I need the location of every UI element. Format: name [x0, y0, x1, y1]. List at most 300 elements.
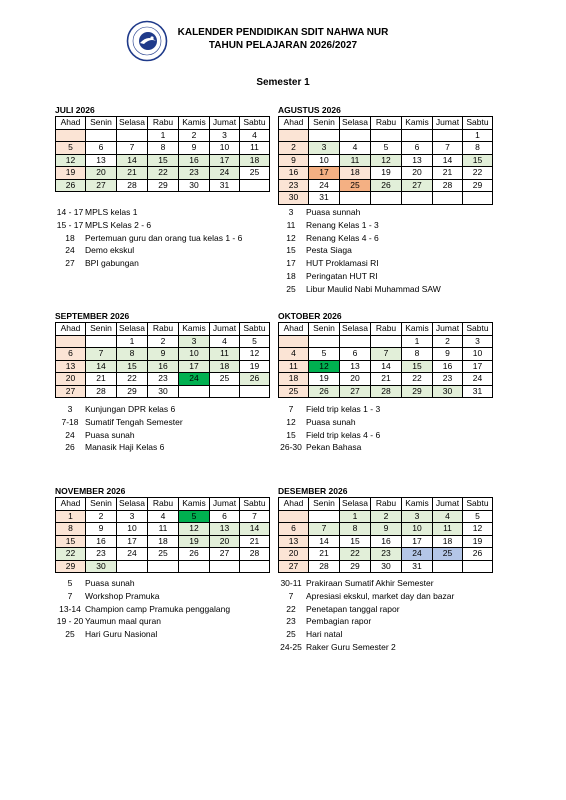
day-cell: 5 [240, 335, 270, 348]
day-cell: 18 [340, 167, 371, 180]
month-title: AGUSTUS 2026 [278, 105, 341, 115]
week-row [279, 523, 493, 536]
weekday-header-row [279, 323, 493, 336]
day-cell [402, 192, 433, 205]
day-cell: 6 [340, 348, 371, 361]
day-cell: 18 [210, 360, 240, 373]
day-cell: 30 [433, 385, 463, 398]
day-cell: 16 [179, 154, 210, 167]
weekday-header: Rabu [371, 498, 402, 511]
event-text: Apresiasi ekskul, market day dan bazar [306, 590, 455, 601]
event-text: Peringatan HUT RI [306, 270, 378, 281]
event-date: 18 [286, 270, 296, 281]
event-item [276, 257, 441, 270]
day-cell: 27 [402, 179, 433, 192]
day-cell [240, 385, 270, 398]
event-item [55, 441, 183, 454]
event-item [55, 590, 230, 603]
weekday-header: Kamis [179, 498, 210, 511]
day-cell: 31 [309, 192, 340, 205]
weekday-header: Ahad [56, 323, 86, 336]
event-text: Puasa sunah [85, 429, 135, 440]
day-cell: 5 [56, 142, 86, 155]
weekday-header: Kamis [402, 498, 433, 511]
day-cell: 16 [86, 535, 117, 548]
weekday-header: Jumat [433, 323, 463, 336]
day-cell: 13 [279, 535, 309, 548]
day-cell: 16 [148, 360, 179, 373]
event-text: Puasa sunah [85, 578, 135, 588]
day-cell: 5 [179, 510, 210, 523]
day-cell: 24 [402, 548, 433, 561]
event-date: 26-30 [280, 442, 302, 453]
event-text: Libur Maulid Nabi Muhammad SAW [306, 283, 441, 294]
weekday-header: Sabtu [240, 498, 270, 511]
week-row [56, 167, 270, 180]
event-date: 17 [286, 258, 296, 269]
day-cell: 19 [371, 167, 402, 180]
day-cell: 25 [340, 179, 371, 192]
event-date: 12 [286, 232, 296, 243]
day-cell: 6 [86, 142, 117, 155]
day-cell: 22 [56, 548, 86, 561]
weekday-header-row [56, 323, 270, 336]
weekday-header: Ahad [279, 323, 309, 336]
day-cell [371, 192, 402, 205]
week-row [279, 360, 493, 373]
day-cell [279, 510, 309, 523]
weekday-header: Senin [309, 323, 340, 336]
day-cell: 2 [279, 142, 309, 155]
calendar-table [278, 497, 493, 573]
event-item [55, 206, 242, 219]
event-date: 24 [65, 245, 75, 256]
day-cell: 24 [117, 548, 148, 561]
day-cell: 28 [371, 385, 402, 398]
weekday-header: Rabu [371, 117, 402, 130]
day-cell: 26 [56, 179, 86, 192]
day-cell: 9 [179, 142, 210, 155]
day-cell [463, 560, 493, 573]
day-cell: 12 [309, 360, 340, 373]
event-text: Penetapan tanggal rapor [306, 603, 400, 614]
day-cell: 7 [309, 523, 340, 536]
events-october [276, 403, 380, 454]
event-item [55, 244, 242, 257]
event-date: 15 [286, 429, 296, 440]
event-date: 18 [65, 232, 75, 243]
day-cell [309, 510, 340, 523]
day-cell: 13 [340, 360, 371, 373]
week-row [56, 335, 270, 348]
day-cell: 23 [433, 373, 463, 386]
day-cell: 10 [179, 348, 210, 361]
day-cell [371, 129, 402, 142]
day-cell: 26 [309, 385, 340, 398]
day-cell [240, 179, 270, 192]
calendar-table [278, 322, 493, 398]
day-cell: 28 [117, 179, 148, 192]
event-text: Hari natal [306, 629, 343, 640]
day-cell [148, 560, 179, 573]
day-cell [210, 385, 240, 398]
day-cell: 4 [240, 129, 270, 142]
day-cell: 27 [210, 548, 240, 561]
day-cell: 14 [433, 154, 463, 167]
day-cell: 14 [86, 360, 117, 373]
day-cell: 28 [309, 560, 340, 573]
day-cell: 20 [86, 167, 117, 180]
day-cell: 2 [148, 335, 179, 348]
calendar-table [55, 116, 270, 192]
month-title: SEPTEMBER 2026 [55, 311, 130, 321]
event-text: Yaumun maal quran [85, 616, 161, 627]
day-cell: 6 [210, 510, 240, 523]
day-cell: 28 [433, 179, 463, 192]
weekday-header: Rabu [148, 323, 179, 336]
day-cell: 17 [309, 167, 340, 180]
day-cell: 15 [148, 154, 179, 167]
weekday-header: Sabtu [463, 498, 493, 511]
day-cell: 1 [117, 335, 148, 348]
day-cell: 4 [148, 510, 179, 523]
day-cell [117, 129, 148, 142]
weekday-header: Jumat [210, 498, 240, 511]
day-cell: 18 [148, 535, 179, 548]
weekday-header: Jumat [433, 498, 463, 511]
weekday-header: Selasa [340, 498, 371, 511]
event-item [55, 257, 242, 270]
day-cell: 13 [210, 523, 240, 536]
day-cell: 15 [463, 154, 493, 167]
day-cell: 26 [463, 548, 493, 561]
day-cell: 11 [433, 523, 463, 536]
event-text: Puasa sunnah [306, 207, 361, 217]
day-cell: 23 [179, 167, 210, 180]
weekday-header: Senin [86, 498, 117, 511]
day-cell: 13 [56, 360, 86, 373]
weekday-header-row [56, 498, 270, 511]
month-september [55, 310, 270, 398]
event-date: 19 - 20 [56, 616, 84, 627]
week-row [56, 348, 270, 361]
day-cell: 2 [179, 129, 210, 142]
event-date: 3 [67, 404, 73, 414]
event-item [276, 641, 454, 654]
event-text: Sumatif Tengah Semester [85, 416, 183, 427]
day-cell: 1 [463, 129, 493, 142]
weekday-header: Rabu [148, 117, 179, 130]
week-row [56, 360, 270, 373]
day-cell: 16 [371, 535, 402, 548]
event-item [276, 577, 454, 590]
day-cell [340, 335, 371, 348]
events-july [55, 206, 242, 270]
day-cell [117, 560, 148, 573]
month-title: JULI 2026 [55, 105, 95, 115]
weekday-header: Sabtu [463, 117, 493, 130]
day-cell: 29 [463, 179, 493, 192]
weekday-header: Selasa [117, 117, 148, 130]
day-cell: 31 [463, 385, 493, 398]
day-cell: 22 [117, 373, 148, 386]
week-row [279, 335, 493, 348]
day-cell: 8 [340, 523, 371, 536]
weekday-header: Sabtu [463, 323, 493, 336]
event-item [276, 244, 441, 257]
day-cell: 6 [402, 142, 433, 155]
day-cell: 9 [371, 523, 402, 536]
day-cell: 29 [148, 179, 179, 192]
day-cell: 27 [340, 385, 371, 398]
day-cell: 15 [340, 535, 371, 548]
week-row [279, 560, 493, 573]
day-cell: 23 [86, 548, 117, 561]
day-cell: 9 [433, 348, 463, 361]
event-item [55, 615, 230, 628]
day-cell: 18 [433, 535, 463, 548]
day-cell: 3 [402, 510, 433, 523]
day-cell: 9 [279, 154, 309, 167]
event-date: 11 [286, 219, 296, 230]
day-cell: 14 [240, 523, 270, 536]
weekday-header-row [56, 117, 270, 130]
day-cell: 14 [309, 535, 340, 548]
events-august [276, 206, 441, 296]
day-cell: 31 [402, 560, 433, 573]
event-text: Puasa sunah [306, 416, 356, 427]
day-cell: 12 [371, 154, 402, 167]
day-cell: 7 [433, 142, 463, 155]
day-cell: 25 [433, 548, 463, 561]
day-cell: 21 [371, 373, 402, 386]
weekday-header: Rabu [148, 498, 179, 511]
day-cell: 4 [433, 510, 463, 523]
week-row [279, 385, 493, 398]
event-item [55, 577, 230, 590]
event-date: 5 [67, 578, 73, 588]
day-cell: 20 [210, 535, 240, 548]
week-row [56, 385, 270, 398]
event-item [55, 429, 183, 442]
day-cell: 17 [210, 154, 240, 167]
event-date: 7-18 [61, 416, 79, 427]
event-item [276, 603, 454, 616]
week-row [56, 535, 270, 548]
event-text: Prakiraan Sumatif Akhir Semester [306, 578, 434, 588]
day-cell: 25 [148, 548, 179, 561]
event-text: Field trip kelas 1 - 3 [306, 404, 381, 414]
event-item [276, 615, 454, 628]
event-item [276, 206, 441, 219]
week-row [279, 192, 493, 205]
week-row [279, 142, 493, 155]
day-cell [340, 192, 371, 205]
day-cell [433, 129, 463, 142]
day-cell [240, 560, 270, 573]
event-text: BPI gabungan [85, 258, 139, 269]
weekday-header: Kamis [402, 117, 433, 130]
weekday-header: Jumat [210, 117, 240, 130]
day-cell: 27 [86, 179, 117, 192]
event-text: HUT Proklamasi RI [306, 258, 379, 269]
event-text: MPLS Kelas 2 - 6 [85, 219, 152, 230]
day-cell: 12 [56, 154, 86, 167]
day-cell: 24 [309, 179, 340, 192]
day-cell: 8 [117, 348, 148, 361]
day-cell: 30 [371, 560, 402, 573]
day-cell: 21 [117, 167, 148, 180]
day-cell: 16 [279, 167, 309, 180]
day-cell: 21 [86, 373, 117, 386]
weekday-header-row [279, 117, 493, 130]
day-cell: 20 [402, 167, 433, 180]
month-august [278, 104, 493, 205]
event-date: 24-25 [280, 641, 302, 652]
event-date: 27 [65, 258, 75, 269]
day-cell: 19 [463, 535, 493, 548]
month-july [55, 104, 270, 192]
day-cell: 11 [240, 142, 270, 155]
day-cell: 1 [402, 335, 433, 348]
day-cell: 1 [56, 510, 86, 523]
day-cell: 11 [148, 523, 179, 536]
event-date: 7 [288, 590, 294, 601]
week-row [279, 167, 493, 180]
day-cell: 3 [117, 510, 148, 523]
event-text: Champion camp Pramuka penggalang [85, 603, 231, 614]
week-row [56, 179, 270, 192]
day-cell [279, 129, 309, 142]
day-cell: 4 [210, 335, 240, 348]
day-cell: 29 [402, 385, 433, 398]
day-cell [179, 560, 210, 573]
day-cell [371, 335, 402, 348]
calendar-table [55, 322, 270, 398]
weekday-header: Selasa [117, 323, 148, 336]
day-cell: 8 [56, 523, 86, 536]
day-cell: 5 [371, 142, 402, 155]
day-cell: 6 [279, 523, 309, 536]
day-cell: 5 [309, 348, 340, 361]
weekday-header: Jumat [210, 323, 240, 336]
day-cell: 4 [279, 348, 309, 361]
day-cell: 14 [371, 360, 402, 373]
event-text: Pesta Siaga [306, 245, 352, 256]
day-cell: 22 [463, 167, 493, 180]
event-date: 7 [288, 404, 294, 414]
day-cell: 29 [340, 560, 371, 573]
year-title: TAHUN PELAJARAN 2026/2027 [208, 40, 358, 51]
day-cell: 19 [240, 360, 270, 373]
day-cell: 6 [56, 348, 86, 361]
weekday-header: Ahad [56, 117, 86, 130]
day-cell: 11 [279, 360, 309, 373]
week-row [56, 523, 270, 536]
event-text: Raker Guru Semester 2 [306, 641, 396, 652]
week-row [279, 373, 493, 386]
day-cell [86, 129, 117, 142]
event-item [55, 628, 230, 641]
day-cell: 9 [86, 523, 117, 536]
day-cell: 27 [279, 560, 309, 573]
weekday-header: Kamis [179, 323, 210, 336]
day-cell: 7 [117, 142, 148, 155]
day-cell: 25 [279, 385, 309, 398]
event-item [276, 232, 441, 245]
weekday-header: Ahad [279, 498, 309, 511]
weekday-header: Selasa [117, 498, 148, 511]
week-row [279, 348, 493, 361]
school-title: KALENDER PENDIDIKAN SDIT NAHWA NUR [177, 27, 389, 38]
day-cell: 20 [56, 373, 86, 386]
day-cell: 2 [371, 510, 402, 523]
day-cell: 10 [463, 348, 493, 361]
day-cell: 28 [86, 385, 117, 398]
event-text: MPLS kelas 1 [85, 207, 138, 217]
event-text: Renang Kelas 4 - 6 [306, 232, 379, 243]
event-text: Renang Kelas 1 - 3 [306, 219, 379, 230]
weekday-header: Sabtu [240, 323, 270, 336]
day-cell: 27 [56, 385, 86, 398]
day-cell: 23 [148, 373, 179, 386]
event-date: 14 - 17 [56, 207, 84, 217]
event-item [276, 590, 454, 603]
day-cell: 16 [433, 360, 463, 373]
event-item [276, 219, 441, 232]
event-item [276, 403, 380, 416]
week-row [56, 560, 270, 573]
event-date: 26 [65, 442, 75, 453]
day-cell: 28 [240, 548, 270, 561]
weekday-header: Kamis [402, 323, 433, 336]
weekday-header: Sabtu [240, 117, 270, 130]
day-cell: 10 [117, 523, 148, 536]
event-date: 22 [286, 603, 296, 614]
event-item [55, 603, 230, 616]
calendar-table [55, 497, 270, 573]
day-cell [340, 129, 371, 142]
day-cell: 24 [179, 373, 210, 386]
day-cell: 18 [240, 154, 270, 167]
week-row [279, 129, 493, 142]
week-row [279, 548, 493, 561]
day-cell: 10 [210, 142, 240, 155]
day-cell: 14 [117, 154, 148, 167]
event-date: 25 [286, 629, 296, 640]
event-date: 12 [286, 416, 296, 427]
day-cell: 15 [117, 360, 148, 373]
day-cell: 7 [86, 348, 117, 361]
day-cell: 17 [179, 360, 210, 373]
day-cell [86, 335, 117, 348]
event-date: 7 [67, 590, 73, 601]
day-cell [433, 192, 463, 205]
day-cell: 26 [240, 373, 270, 386]
week-row [56, 129, 270, 142]
week-row [279, 154, 493, 167]
event-text: Pekan Bahasa [306, 442, 362, 453]
day-cell: 20 [279, 548, 309, 561]
weekday-header: Ahad [279, 117, 309, 130]
week-row [56, 373, 270, 386]
day-cell: 2 [433, 335, 463, 348]
day-cell: 1 [340, 510, 371, 523]
day-cell: 17 [463, 360, 493, 373]
day-cell: 18 [279, 373, 309, 386]
day-cell: 11 [210, 348, 240, 361]
day-cell: 8 [463, 142, 493, 155]
